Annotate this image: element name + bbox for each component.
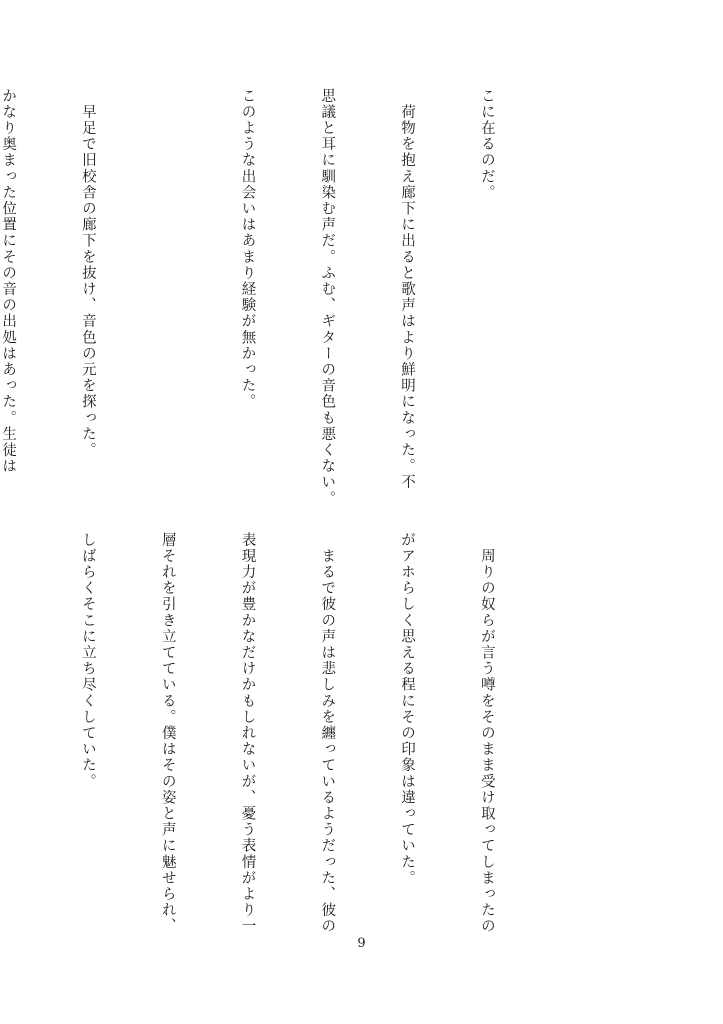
text-line: 荷物を抱え廊下に出ると歌声はより鮮明になった。不 (399, 88, 416, 491)
text-line: しばらくそこに立ち尽くしていた。 (79, 532, 96, 790)
text-line: 層それを引き立てている。僕はその姿と声に魅せられ、 (159, 532, 176, 935)
text-line: まるで彼の声は悲しみを纏っているようだった、彼の (319, 532, 336, 935)
lower-text-block (0, 532, 553, 934)
text-line: がアホらしく思える程にその印象は違っていた。 (399, 532, 416, 887)
blank-line (154, 88, 181, 508)
text-line: こに在るのだ。 (478, 88, 495, 201)
text-line: かなり奥まった位置にその音の出処はあった。生徒は (0, 88, 17, 475)
text-line: 早足で旧校舎の廊下を抜け、音色の元を探った。 (79, 88, 96, 459)
text-line: 表現力が豊かなだけかもしれないが、憂う表情がより一 (239, 532, 256, 935)
page-number: 9 (357, 936, 366, 951)
upper-text-block (0, 88, 553, 508)
text-line: 思議と耳に馴染む声だ。ふむ、ギターの音色も悪くない。 (319, 88, 336, 507)
text-line: 周りの奴らが言う噂をそのまま受け取ってしまったの (478, 532, 495, 935)
text-line: このような出会いはあまり経験が無かった。 (239, 88, 256, 410)
blank-line (0, 532, 21, 934)
